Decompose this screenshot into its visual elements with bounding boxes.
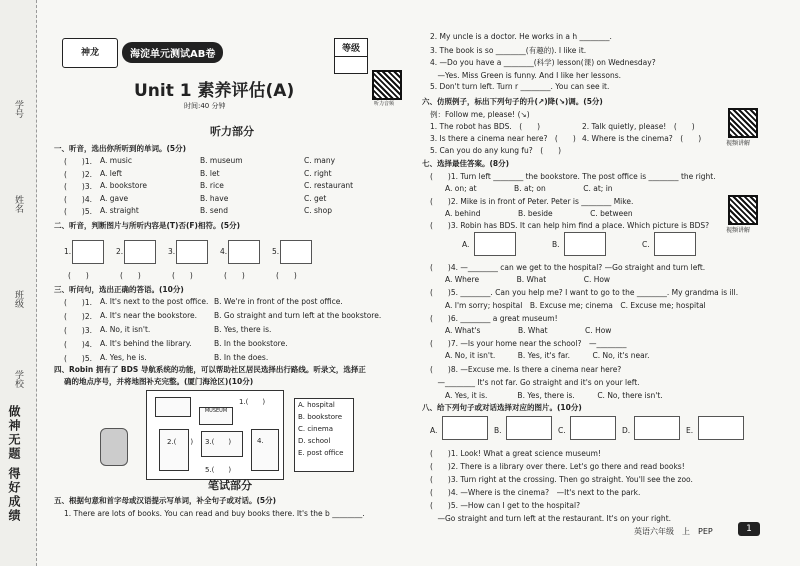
picture-option-label: A. [430, 426, 438, 435]
map-museum: MUSEUM [199, 407, 233, 425]
option-a: A. It's near the bookstore. [100, 311, 198, 320]
option-b: B. Yes, there is. [214, 325, 272, 334]
time-limit: 时间:40 分钟 [184, 102, 226, 110]
answer-blank[interactable]: ( )2. [64, 312, 93, 321]
picture-number: 2. [116, 247, 124, 256]
option-b: B. In the bookstore. [214, 339, 288, 348]
header [62, 38, 362, 66]
answer-blank[interactable]: ( )4. [64, 194, 93, 204]
option-b: B. rice [200, 181, 224, 190]
map-slot [155, 397, 191, 417]
q6-title: 六、仿照例子，标出下列句子的升(↗)降(↘)调。(5分) [422, 97, 603, 106]
q5-line1: 1. There are lots of books. You can read and buy books there. It's the b ________. [64, 509, 365, 518]
q5-title: 五、根据句意和首字母或汉语提示写单词，补全句子或对话。(5分) [54, 496, 277, 505]
qr-caption: 听力音频 [374, 101, 395, 107]
q7-line: A. No, it isn't. B. Yes, it's far. C. No, it's near. [430, 351, 650, 360]
map-slot-label: 3.( ) [205, 438, 232, 446]
map-legend [294, 398, 354, 472]
map-slot [251, 429, 279, 471]
q6-item: 2. Talk quietly, please! ( ) [582, 122, 695, 131]
option-c: C. right [304, 168, 332, 178]
picture-option-label: C. [642, 240, 650, 249]
q4-title-line1: 四、Robin 拥有了 BDS 导航系统的功能，可以帮助社区居民选择出行路线。听录文，选择正 [54, 365, 366, 374]
legend-item: A. hospital [298, 401, 335, 409]
scene-picture [634, 416, 680, 440]
option-a: A. straight [100, 206, 139, 215]
q7-line: ( )2. Mike is in front of Peter. Peter is ________ Mike. [430, 197, 634, 206]
q1-title: 一、听音，选出你所听到的单词。(5分) [54, 144, 187, 153]
picture-number: 3. [168, 247, 176, 256]
q7-line: ( )3. Robin has BDS. It can help him find a place. Which picture is BDS? [430, 221, 710, 230]
q6-item: 4. Where is the cinema? ( ) [582, 134, 702, 143]
scene-picture [698, 416, 744, 440]
answer-blank[interactable]: ( ) [120, 271, 141, 280]
map-slot-label: 5.( ) [205, 466, 232, 474]
legend-item: B. bookstore [298, 413, 343, 421]
q7-title: 七、选择最佳答案。(8分) [422, 159, 510, 168]
picture-icon [280, 240, 312, 264]
q7-line: ( )8. —Excuse me. Is there a cinema near here? [430, 365, 622, 374]
q5-line: 2. My uncle is a doctor. He works in a h ________. [430, 32, 612, 41]
margin-label: 学校 [13, 370, 23, 388]
binding-margin [0, 0, 37, 566]
q8-line: —Go straight and turn left at the restaurant. It's on your right. [430, 514, 672, 523]
qr-caption: 视频讲解 [726, 140, 751, 147]
picture-option-label: C. [558, 426, 566, 435]
q8-title: 八、给下列句子或对话选择对应的图片。(10分) [422, 403, 582, 412]
picture-option-label: D. [622, 426, 631, 435]
answer-blank[interactable]: ( ) [276, 271, 297, 280]
picture-option-label: A. [462, 240, 470, 249]
picture-option-label: E. [686, 426, 694, 435]
answer-blank[interactable]: ( ) [68, 271, 89, 280]
legend-item: C. cinema [298, 425, 333, 433]
map-slot [159, 429, 189, 471]
qr-caption: 视频讲解 [726, 227, 751, 234]
option-a: A. It's next to the post office. [100, 297, 209, 306]
q8-line: ( )5. —How can I get to the hospital? [430, 501, 581, 510]
answer-blank[interactable]: ( ) [224, 271, 245, 280]
margin-slogan: 做神无题 得好成绩 [7, 405, 21, 524]
right-column [422, 0, 792, 566]
legend-item: E. post office [298, 449, 344, 457]
q5-line: 4. —Do you have a ________(科学) lesson(课) on Wednesday? [430, 58, 656, 67]
option-a: A. gave [100, 193, 129, 203]
answer-blank[interactable]: ( )2. [64, 169, 93, 179]
grade-label: 等级 [335, 39, 367, 57]
q8-line: ( )4. —Where is the cinema? —It's next to the park. [430, 488, 641, 497]
footer-text: 英语六年级 上 PEP [634, 527, 713, 536]
q7-line: A. Yes, it is. B. Yes, there is. C. No, there isn't. [430, 391, 663, 400]
option-b: B. let [200, 168, 220, 178]
q2-title: 二、听音，判断图片与所听内容是(T)否(F)相符。(5分) [54, 221, 241, 230]
option-a: A. bookstore [100, 181, 148, 190]
town-map [146, 390, 284, 480]
answer-blank[interactable]: ( )1. [64, 298, 93, 307]
q6-item: 5. Can you do any kung fu? ( ) [430, 146, 562, 155]
listening-heading: 听力部分 [210, 125, 254, 138]
margin-label: 班级 [13, 290, 23, 308]
q7-line: A. behind B. beside C. between [430, 209, 633, 218]
picture-number: 4. [220, 247, 228, 256]
q3-title: 三、听问句，选出正确的答语。(10分) [54, 285, 184, 294]
option-b: B. In the does. [214, 353, 269, 362]
margin-label: 学号 [13, 100, 23, 118]
picture-number: 5. [272, 247, 280, 256]
answer-blank[interactable]: ( )4. [64, 340, 93, 349]
answer-blank[interactable]: ( )5. [64, 354, 93, 363]
qr-code-icon[interactable] [372, 70, 402, 100]
page-title: Unit 1 素养评估(A) [134, 81, 295, 101]
q7-line: ( )6. ________ a great museum! [430, 314, 558, 323]
option-c: C. shop [304, 206, 333, 215]
q7-line: —________ It's not far. Go straight and it's on your left. [430, 378, 640, 387]
answer-blank[interactable]: ( )3. [64, 326, 93, 335]
q7-line: ( )5. ________. Can you help me? I want to go to the ________. My grandma is ill. [430, 288, 739, 297]
q6-item: 3. Is there a cinema near here? ( ) [430, 134, 576, 143]
q8-line: ( )2. There is a library over there. Let's go there and read books! [430, 462, 685, 471]
bds-picture [564, 232, 606, 256]
picture-icon [176, 240, 208, 264]
grade-box [334, 38, 368, 74]
option-c: C. restaurant [304, 181, 354, 190]
bds-picture [654, 232, 696, 256]
left-column [42, 0, 412, 566]
option-b: B. We're in front of the post office. [214, 297, 343, 306]
option-a: A. music [100, 156, 132, 165]
answer-blank[interactable]: ( ) [172, 271, 193, 280]
scene-picture [442, 416, 488, 440]
q6-example: 例：Follow me, please! (↘) [430, 110, 530, 119]
q7-line: A. on; at B. at; on C. at; in [430, 184, 613, 193]
option-c: C. many [304, 156, 336, 165]
picture-number: 1. [64, 247, 72, 256]
map-slot-label: 1.( ) [239, 398, 266, 406]
q7-line: A. Where B. What C. How [430, 275, 611, 284]
picture-option-label: B. [494, 426, 502, 435]
scene-picture [570, 416, 616, 440]
option-b: B. museum [200, 156, 243, 165]
option-c: C. get [304, 193, 327, 203]
margin-label: 姓名 [13, 195, 23, 213]
picture-icon [124, 240, 156, 264]
legend-item: D. school [298, 437, 331, 445]
robot-illustration [100, 428, 128, 466]
series-title: 海淀单元测试AB卷 [122, 42, 223, 63]
page-number: 1 [738, 522, 760, 536]
bds-picture [474, 232, 516, 256]
option-a: A. No, it isn't. [100, 325, 151, 334]
map-slot-label: 4. [257, 437, 264, 445]
q7-line: A. I'm sorry; hospital B. Excuse me; cinema C. Excuse me; hospital [430, 301, 706, 310]
qr-code-icon[interactable] [728, 195, 758, 225]
qr-code-icon[interactable] [728, 108, 758, 138]
answer-blank[interactable]: ( )1. [64, 157, 93, 166]
q7-line: ( )1. Turn left ________ the bookstore. The post office is ________ the right. [430, 172, 716, 181]
answer-blank[interactable]: ( )3. [64, 182, 93, 191]
option-a: A. left [100, 168, 122, 178]
q7-line: ( )7. —Is your home near the school? —________ [430, 339, 627, 348]
q5-line: 3. The book is so ________(有趣的). I like it. [430, 45, 587, 55]
q8-line: ( )1. Look! What a great science museum! [430, 449, 601, 458]
writing-heading: 笔试部分 [208, 479, 252, 492]
picture-icon [228, 240, 260, 264]
q8-line: ( )3. Turn right at the crossing. Then go straight. You'll see the zoo. [430, 475, 693, 484]
picture-option-label: B. [552, 240, 560, 249]
map-slot-label: 2.( ) [167, 438, 194, 446]
option-b: B. have [200, 193, 229, 203]
option-b: B. send [200, 206, 228, 215]
option-a: A. Yes, he is. [100, 353, 147, 362]
q5-line: —Yes. Miss Green is funny. And I like her lessons. [430, 70, 621, 80]
q7-line: A. What's B. What C. How [430, 326, 612, 335]
option-b: B. Go straight and turn left at the bookstore. [214, 311, 382, 320]
answer-blank[interactable]: ( )5. [64, 207, 93, 216]
brand-logo: 神龙 [62, 38, 118, 68]
q5-line: 5. Don't turn left. Turn r ________. You can see it. [430, 82, 610, 91]
scene-picture [506, 416, 552, 440]
q7-line: ( )4. —________ can we get to the hospital? —Go straight and turn left. [430, 263, 706, 272]
option-a: A. It's behind the library. [100, 339, 192, 348]
picture-icon [72, 240, 104, 264]
q4-title-line2: 确的地点序号，并将地图补充完整。(厦门海沧区)(10分) [64, 377, 254, 386]
q6-item: 1. The robot has BDS. ( ) [430, 122, 541, 131]
